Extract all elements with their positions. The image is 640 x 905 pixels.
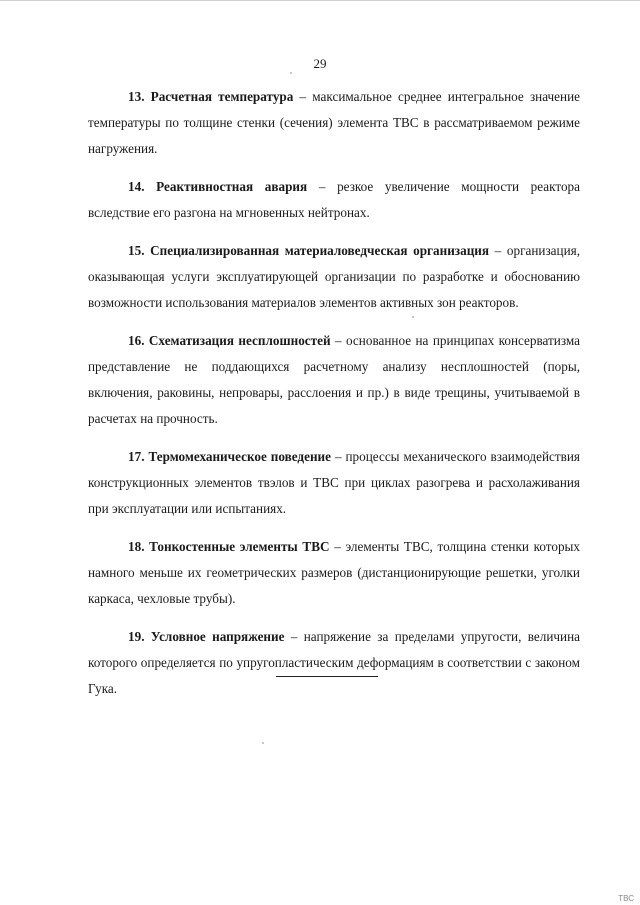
term-title: Термомеханическое поведение [148,449,332,464]
term-title: Схематизация несплошностей [148,333,331,348]
term-title: Специализированная материаловедческая организация [150,243,490,258]
term-14 [88,174,580,226]
scan-speck [262,742,264,744]
term-number: 18. [128,539,145,554]
term-title: Условное напряжение [150,629,285,644]
term-title: Расчетная температура [150,89,294,104]
term-17 [88,444,580,522]
term-number: 19. [128,629,145,644]
term-number: 14. [128,179,145,194]
footer-mark: ТВС [618,894,634,903]
scan-speck [412,316,414,318]
term-title: Тонкостенные элементы ТВС [149,539,330,554]
term-number: 17. [128,449,145,464]
term-definition: – максимальное среднее интегральное значение температуры по толщине стенки (сечения) элемента ТВС в рассматриваемом режиме нагружения. [88,89,580,156]
term-15 [88,238,580,316]
term-number: 15. [128,243,145,258]
term-number: 16. [128,333,145,348]
end-of-section-rule [276,676,378,677]
page-number: 29 [313,56,327,71]
definitions-list [88,84,580,714]
term-definition: – напряжение за пределами упругости, величина которого определяется по упругопластическим деформациям в соответствии с законом Гука. [88,629,580,696]
term-definition: – элементы ТВС, толщина стенки которых намного меньше их геометрических размеров (дистанционирующие решетки, уголки каркаса, чехловые трубы). [88,539,580,606]
term-number: 13. [128,89,145,104]
term-definition: – организация, оказывающая услуги эксплуатирующей организации по разработке и обоснованию возможности использования материалов элементов активных зон реакторов. [88,243,580,310]
term-definition: – основанное на принципах консерватизма представление не поддающихся расчетному анализу несплошностей (поры, включения, раковины, непровары, расслоения и пр.) в виде трещины, учитываемой в расчетах на прочность. [88,333,580,426]
term-definition: – процессы механического взаимодействия конструкционных элементов твэлов и ТВС при циклах разогрева и расхолаживания при эксплуатации или испытаниях. [88,449,580,516]
term-18 [88,534,580,612]
term-definition: – резкое увеличение мощности реактора вследствие его разгона на мгновенных нейтронах. [88,179,581,220]
term-16 [88,328,580,432]
term-title: Реактивностная авария [156,179,308,194]
term-19 [88,624,580,702]
term-13 [88,84,580,162]
scan-speck [290,72,292,74]
page-top-edge [0,0,640,1]
